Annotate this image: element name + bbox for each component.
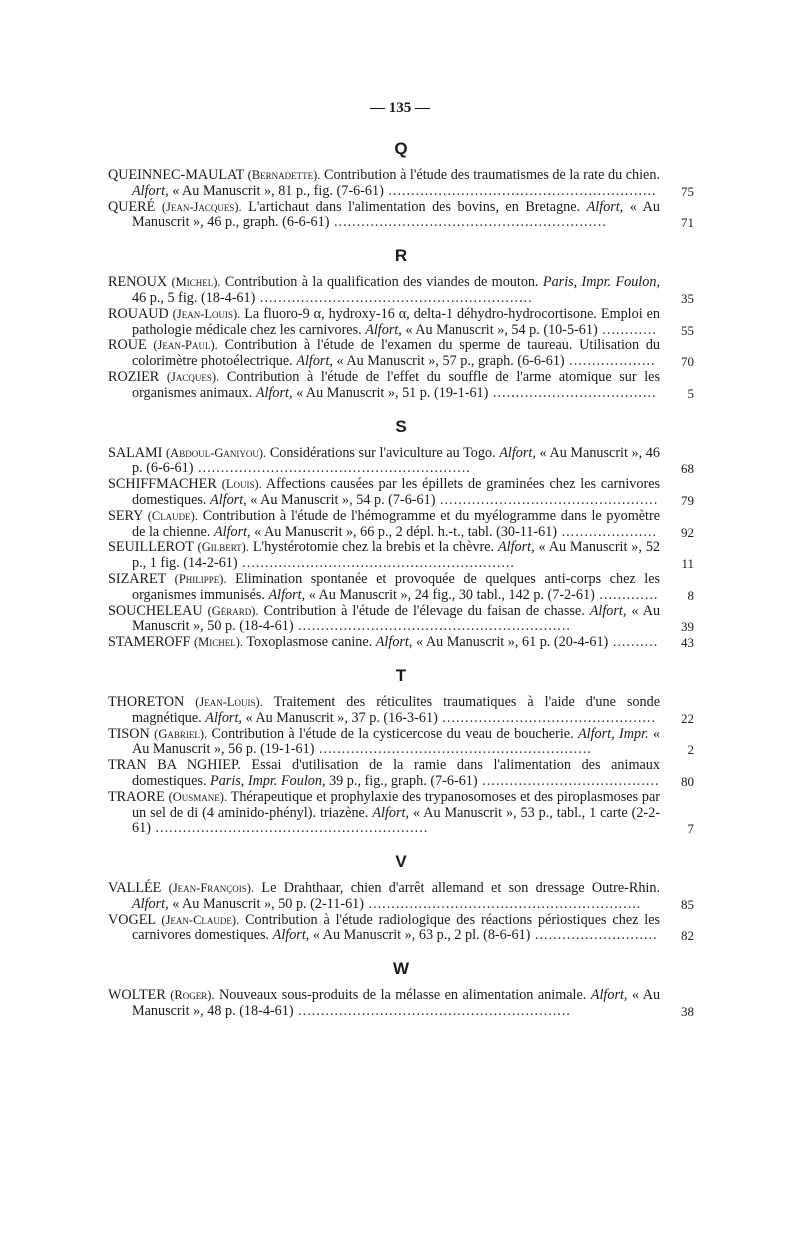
section-letter: Q [394, 139, 408, 158]
dot-leader: ............................................................ [150, 820, 429, 837]
publication-details: « Au Manuscrit », 54 p. [250, 491, 385, 508]
entry-body [108, 757, 660, 789]
publisher: Alfort, [590, 987, 628, 1004]
entry-body [108, 694, 660, 726]
entry-title: L'artichaut dans l'alimentation des bovins, en Bretagne. [248, 198, 581, 215]
entry-body [108, 167, 660, 199]
entry-title: Traitement des réticulites traumatiques à l'aide d'une sonde magnétique. [132, 693, 661, 726]
page-reference: 71 [681, 215, 694, 231]
author-surname: RENOUX [108, 274, 168, 291]
section-letter: V [395, 852, 407, 872]
bibliography-entry [108, 790, 694, 837]
dot-leader: .......... [608, 634, 659, 651]
author-surname: TISON [108, 725, 150, 742]
entry-date: (10-5-61) [543, 321, 598, 338]
section-letter: R [394, 246, 408, 266]
entry-title: Essai d'utilisation de la ramie dans l'alimentation des animaux domestiques. [132, 757, 660, 789]
entry-date: (6-6-61) [282, 214, 330, 231]
publisher: Alfort, [497, 539, 535, 556]
publisher: Alfort, [499, 444, 536, 461]
page-reference: 5 [687, 385, 694, 401]
dot-leader: ............................................................ [363, 895, 642, 912]
page-reference: 70 [681, 354, 694, 370]
entry-date: (19-1-61) [260, 741, 315, 758]
publisher: Alfort, Impr. [578, 725, 649, 742]
entry-title: La fluoro-9 α, hydroxy-16 α, delta-1 déhydro-hydrocortisone. Emploi en pathologie médicale chez les carnivores. [132, 305, 660, 338]
page-reference: 85 [681, 896, 694, 912]
author-first-name: (Jean-Louis). [172, 306, 241, 321]
author-surname: THORETON [108, 693, 185, 710]
bibliography-entry [108, 727, 694, 759]
author-first-name: (Jean-Claude). [161, 912, 240, 927]
entry-date: (2-2-61) [132, 804, 661, 837]
entry-title: L'hystérotomie chez la brebis et la chèvre. [252, 539, 495, 556]
author-first-name: (Michel). [171, 275, 221, 290]
entry-body [108, 789, 660, 837]
entry-date: (7-2-61) [547, 586, 595, 603]
bibliography-entry [108, 988, 694, 1020]
author-first-name: (Abdoul-Ganiyou). [166, 445, 267, 460]
entry-body [108, 539, 660, 571]
entry-title: Affections causées par les épillets de graminées chez les carnivores domestiques. [132, 476, 661, 508]
publication-details: 39 p., fig., graph. [329, 772, 427, 789]
dot-leader: ............................................................ [329, 214, 607, 231]
entry-title: Nouveaux sous-produits de la mélasse en alimentation animale. [219, 987, 587, 1004]
bibliography-entry [108, 168, 694, 200]
bibliography-entry [108, 695, 694, 727]
entry-title: Contribution à l'étude radiologique des réactions périostiques chez les carnivores domestiques. [132, 911, 661, 944]
page-reference: 68 [681, 461, 694, 477]
entry-date: (7-6-61) [430, 772, 478, 789]
publisher: Alfort, [213, 523, 251, 540]
bibliography-entry [108, 881, 694, 913]
entry-date: (6-6-61) [146, 460, 194, 477]
publication-details: « Au Manuscrit », 46 p., graph. [132, 198, 661, 231]
bibliography-entry [108, 509, 694, 541]
page-reference: 22 [681, 710, 694, 726]
entry-title: Considérations sur l'aviculture au Togo. [269, 444, 496, 461]
entry-title: Contribution à l'étude de l'élevage du faisan de chasse. [263, 602, 585, 619]
entry-date: (7-6-61) [388, 491, 436, 508]
entry-date: (18-4-61) [239, 618, 294, 635]
dot-leader: ............................................................ [255, 289, 533, 306]
publisher: Alfort, [375, 634, 413, 651]
publication-details: « Au Manuscrit », 56 p. [132, 725, 661, 758]
dot-leader: ....................................... [477, 772, 660, 789]
author-surname: QUEINNEC-MAULAT [108, 167, 245, 183]
section-letter: S [395, 416, 407, 436]
author-surname: SCHIFFMACHER [108, 476, 217, 493]
page-reference: 75 [681, 183, 694, 199]
bibliography-entry [108, 338, 694, 370]
bibliography-entry [108, 477, 694, 509]
publication-details: « Au Manuscrit », 37 p. [245, 709, 380, 726]
author-surname: ROUE [108, 337, 147, 354]
entry-title: Contribution à l'étude de l'hémogramme et du myélogramme dans le pyomètre de la chienne. [132, 507, 660, 540]
publisher: Alfort, [205, 709, 242, 726]
entry-body [108, 445, 660, 477]
author-first-name: (Jean-François). [168, 881, 255, 896]
entry-date: (6-6-61) [517, 353, 565, 370]
bibliography-entry [108, 200, 694, 232]
dot-leader: ................................................ [435, 491, 659, 508]
entry-body [108, 508, 660, 540]
entry-title: Contribution à l'étude de l'examen du sperme de taureau. Utilisation du colorimètre photoélectrique. [132, 337, 661, 370]
publisher: Alfort, [210, 491, 247, 508]
author-first-name: (Michel). [193, 635, 244, 650]
author-surname: TRAORE [108, 788, 165, 805]
dot-leader: ........................... [530, 927, 658, 944]
entry-date: (30-11-61) [496, 523, 558, 540]
page-reference: 80 [681, 773, 694, 789]
bibliography-list [108, 138, 694, 1020]
bibliography-entry [108, 913, 694, 945]
dot-leader: ................... [564, 353, 656, 370]
page-reference: 79 [681, 492, 694, 508]
entry-title: Contribution à la qualification des viandes de mouton. [224, 274, 539, 291]
publication-details: « Au Manuscrit », 66 p., 2 dépl. h.-t., tabl. [254, 523, 493, 540]
author-surname: SEUILLEROT [108, 539, 194, 556]
entry-title: Contribution à l'étude des traumatismes de la rate du chien. [324, 167, 660, 183]
bibliography-entry [108, 446, 694, 478]
publication-details: « Au Manuscrit », 48 p. [132, 987, 661, 1020]
author-surname: WOLTER [108, 987, 166, 1004]
author-surname: SIZARET [108, 570, 167, 587]
page-reference: 38 [681, 1004, 694, 1020]
dot-leader: ............. [594, 586, 659, 603]
author-surname: ROZIER [108, 368, 160, 385]
entry-date: (8-6-61) [483, 927, 531, 944]
author-surname: TRAN BA NGHIEP. [108, 757, 241, 774]
dot-leader: ........................................................... [383, 182, 657, 199]
page-reference: 7 [687, 821, 694, 837]
page-reference: 39 [681, 619, 694, 635]
publication-details: « Au Manuscrit », 61 p. [415, 634, 551, 651]
publisher: Alfort, [132, 182, 169, 199]
bibliography-entry [108, 307, 694, 339]
entry-date: (7-6-61) [336, 182, 384, 199]
author-surname: QUERÉ [108, 198, 156, 215]
author-first-name: (Jean-Louis). [195, 694, 263, 709]
bibliography-entry [108, 275, 694, 307]
entry-title: Elimination spontanée et provoquée de quelques anti-corps chez les organismes immunisés. [132, 570, 661, 603]
entry-date: (20-4-61) [553, 634, 609, 651]
publication-details: « Au Manuscrit », 24 fig., 30 tabl., 142 p. [308, 586, 544, 603]
author-first-name: (Jean-Jacques). [161, 199, 242, 214]
page-reference: 55 [681, 322, 694, 338]
page-reference: 35 [681, 290, 694, 306]
publisher: Alfort, [272, 927, 310, 944]
publisher: Paris, Impr. Foulon, [542, 274, 660, 291]
bibliography-entry [108, 635, 694, 651]
dot-leader: ............................................................ [237, 555, 515, 572]
author-first-name: (Gérard). [207, 603, 259, 618]
bibliography-entry [108, 604, 694, 636]
entry-date: (16-3-61) [383, 709, 438, 726]
publisher: Alfort, [589, 602, 627, 619]
dot-leader: ............................................................ [293, 618, 571, 635]
author-first-name: (Bernadette). [247, 168, 321, 182]
dot-leader: ..................... [557, 523, 658, 540]
page-reference: 82 [681, 928, 694, 944]
author-first-name: (Philippe). [174, 571, 227, 586]
entry-body [108, 199, 660, 231]
entry-title: Thérapeutique et prophylaxie des trypanosomoses et des piroplasmoses par un sel de di (4 aminido-phényl). triazène. [132, 788, 661, 821]
entry-body [108, 571, 660, 603]
dot-leader: ............................................................ [314, 741, 592, 758]
entry-body [108, 603, 660, 635]
entry-date: (2-11-61) [310, 895, 364, 912]
author-first-name: (Jean-Paul). [153, 338, 218, 353]
page-reference: 92 [681, 524, 694, 540]
entry-date: (19-1-61) [434, 384, 489, 401]
publication-details: « Au Manuscrit », 52 p., 1 fig. [132, 539, 661, 572]
author-first-name: (Claude). [147, 508, 198, 523]
author-surname: VALLÉE [108, 880, 162, 897]
dot-leader: ............................................................ [193, 460, 471, 477]
author-surname: ROUAUD [108, 305, 169, 322]
author-first-name: (Gabriel). [154, 726, 208, 741]
publisher: Alfort, [255, 384, 293, 401]
entry-title: Contribution à l'étude de l'effet du souffle de l'arme atomique sur les organismes animaux. [132, 368, 660, 401]
entry-body [108, 337, 660, 369]
entry-title: Le Drahthaar, chien d'arrêt allemand et son dressage Outre-Rhin. [261, 880, 660, 897]
publication-details: « Au Manuscrit », 46 p. [132, 444, 660, 477]
publisher: Alfort, [586, 198, 624, 215]
publication-details: « Au Manuscrit », 50 p. [132, 602, 661, 635]
page-reference: 43 [681, 635, 694, 651]
bibliography-entry [108, 370, 694, 402]
bibliography-entry [108, 572, 694, 604]
page-reference: 2 [687, 742, 694, 758]
section-letter: W [392, 959, 410, 979]
entry-date: (18-4-61) [239, 1003, 294, 1020]
author-first-name: (Roger). [170, 988, 215, 1003]
entry-body [108, 476, 660, 508]
author-first-name: (Ousmane). [168, 789, 228, 804]
author-first-name: (Jacques). [166, 369, 220, 384]
author-surname: SERY [108, 507, 143, 524]
entry-title: Toxoplasmose canine. [246, 634, 373, 651]
entry-body [108, 634, 658, 650]
publication-details: « Au Manuscrit », 81 p., fig. [172, 182, 333, 199]
publication-details: « Au Manuscrit », 63 p., 2 pl. [312, 927, 480, 944]
publisher: Alfort, [372, 804, 409, 821]
dot-leader: ............ [597, 321, 657, 338]
page-number: — 135 — [370, 100, 430, 116]
dot-leader: .................................... [488, 384, 657, 401]
author-surname: SOUCHELEAU [108, 602, 203, 619]
author-surname: SALAMI [108, 444, 163, 461]
publisher: Paris, Impr. Foulon, [210, 772, 326, 789]
publication-details: « Au Manuscrit », 54 p. [405, 321, 540, 338]
entry-title: Contribution à l'étude de la cysticercose du veau de boucherie. [211, 725, 574, 742]
bibliography-entry [108, 758, 694, 790]
publisher: Alfort, [296, 353, 333, 370]
dot-leader: ............................................................ [293, 1003, 571, 1020]
entry-body [108, 369, 660, 401]
publisher: Alfort, [268, 586, 306, 603]
entry-body [108, 880, 660, 912]
publisher: Alfort, [365, 321, 402, 338]
publication-details: 46 p., 5 fig. [132, 289, 198, 306]
entry-body [108, 306, 660, 338]
author-surname: VOGEL [108, 911, 156, 928]
entry-date: (14-2-61) [183, 555, 238, 572]
publication-details: « Au Manuscrit », 57 p., graph. [336, 353, 514, 370]
entry-body [108, 726, 660, 758]
dot-leader: ............................................... [437, 709, 657, 726]
publication-details: « Au Manuscrit », 50 p. [172, 895, 307, 912]
author-first-name: (Gilbert). [197, 540, 249, 555]
author-first-name: (Louis). [221, 477, 262, 492]
author-surname: STAMEROFF [108, 634, 191, 651]
entry-body [108, 274, 660, 306]
publisher: Alfort, [132, 895, 169, 912]
publication-details: « Au Manuscrit », 53 p., tabl., 1 carte [412, 804, 628, 821]
entry-body [108, 987, 660, 1019]
entry-body [108, 912, 660, 944]
publication-details: « Au Manuscrit », 51 p. [296, 384, 431, 401]
entry-date: (18-4-61) [200, 289, 256, 306]
section-letter: T [395, 665, 407, 685]
page-reference: 11 [681, 556, 694, 572]
bibliography-entry [108, 540, 694, 572]
page-reference: 8 [687, 587, 694, 603]
